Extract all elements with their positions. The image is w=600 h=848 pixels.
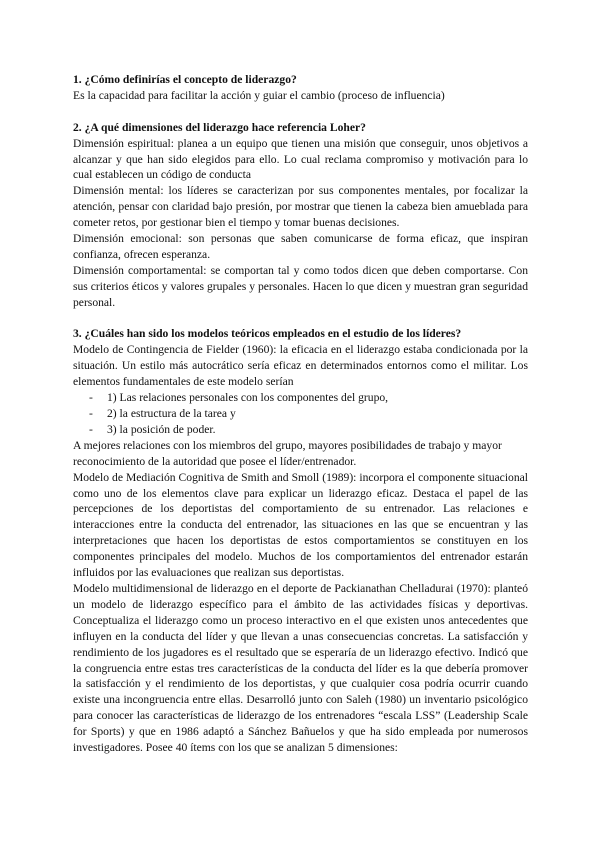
dimension-emotional-paragraph: Dimensión emocional: son personas que saben comunicarse de forma eficaz, que inspiran confianza, ofrecen esperanza. bbox=[73, 232, 528, 261]
dimension-mental-paragraph: Dimensión mental: los líderes se caracterizan por sus componentes mentales, por focalizar la atención, pensar con claridad bajo presión, por mostrar que tienen la cabeza bien amueblada para cometer retos, por gestionar bien el tiempo y tomar buenas decisiones. bbox=[73, 184, 528, 230]
dash-bullet: - bbox=[89, 422, 93, 436]
list-item-text: 1) Las relaciones personales con los componentes del grupo, bbox=[107, 391, 389, 405]
question-1-answer: Es la capacidad para facilitar la acción y guiar el cambio (proceso de influencia) bbox=[73, 88, 445, 102]
dimension-behavioral-paragraph: Dimensión comportamental: se comportan tal y como todos dicen que deben comportarse. Con sus criterios éticos y valores grupales y personales. Hacen lo que dicen y muestran gran seguridad personal. bbox=[73, 263, 528, 309]
question-1-title: 1. ¿Cómo definirías el concepto de liderazgo? bbox=[73, 73, 297, 86]
list-item-text: 2) la estructura de la tarea y bbox=[107, 407, 236, 420]
list-item bbox=[73, 390, 528, 406]
list-item-text: 3) la posición de poder. bbox=[107, 422, 216, 436]
smith-smoll-model-paragraph: Modelo de Mediación Cognitiva de Smith and Smoll (1989): incorpora el componente situacional como uno de los elementos clave para explicar un liderazgo eficaz. Destaca el papel de las percepciones de los deportistas del comportamiento de su entrenador. Las relaciones e interacciones entre la conducta del entrenador, las situaciones en las que se encuentran y las interpretaciones que hacen los deportistas de estos comportamientos se constituyen en los componentes principales del modelo. Muchos de los comportamientos del entrenador estarán influidos por las evaluaciones que realizan sus deportistas. bbox=[73, 470, 528, 580]
section-gap bbox=[73, 104, 528, 120]
list-item bbox=[73, 406, 528, 422]
dash-bullet: - bbox=[89, 391, 93, 405]
fielder-conclusion-paragraph: A mejores relaciones con los miembros del grupo, mayores posibilidades de trabajo y mayor reconocimiento de la autoridad que posee el líder/entrenador. bbox=[73, 438, 502, 468]
dash-bullet: - bbox=[89, 407, 93, 420]
chelladurai-model-paragraph: Modelo multidimensional de liderazgo en el deporte de Packianathan Chelladurai (1970): planteó un modelo de liderazgo específico para el ámbito de las actividades físicas y deportivas. Conceptualiza el liderazgo como un proceso interactivo en el que existen unos antecedentes que influyen en la conducta del líder y que llevan a unas consecuencias concretas. La satisfacción y rendimiento de los jugadores es el resultado que se esperaría de un liderazgo efectivo. Indicó que la congruencia entre estas tres características de la conducta del líder es la que debería promover la satisfacción y el rendimiento de los deportistas, y que cualquier cosa podría ocurrir cuando existe una incongruencia entre ellas. Desarrolló junto con Saleh (1980) un inventario psicológico para conocer las características de liderazgo de los entrenadores “escala LSS” (Leadership Scale for Sports) y que en 1986 adaptó a Sánchez Bañuelos y que ha sido empleada por numerosos investigadores. Posee 40 ítems con los que se analizan 5 dimensiones: bbox=[73, 581, 528, 755]
fielder-model-paragraph: Modelo de Contingencia de Fielder (1960): la eficacia en el liderazgo estaba condicionada por la situación. Un estilo más autocrático sería eficaz en determinados entornos como el militar. Los elementos fundamentales de este modelo serían bbox=[73, 343, 528, 389]
list-item bbox=[73, 422, 528, 438]
section-gap bbox=[73, 311, 528, 327]
question-3-title: 3. ¿Cuáles han sido los modelos teóricos empleados en el estudio de los líderes? bbox=[73, 327, 462, 341]
question-2-title: 2. ¿A qué dimensiones del liderazgo hace referencia Loher? bbox=[73, 120, 366, 134]
fielder-elements-list bbox=[73, 390, 528, 438]
dimension-spiritual-paragraph: Dimensión espiritual: planea a un equipo que tienen una misión que conseguir, unos objetivos a alcanzar y que han sido elegidos para ello. Lo cual reclama compromiso y motivación para lo cual establecen un código de conducta bbox=[73, 136, 528, 182]
